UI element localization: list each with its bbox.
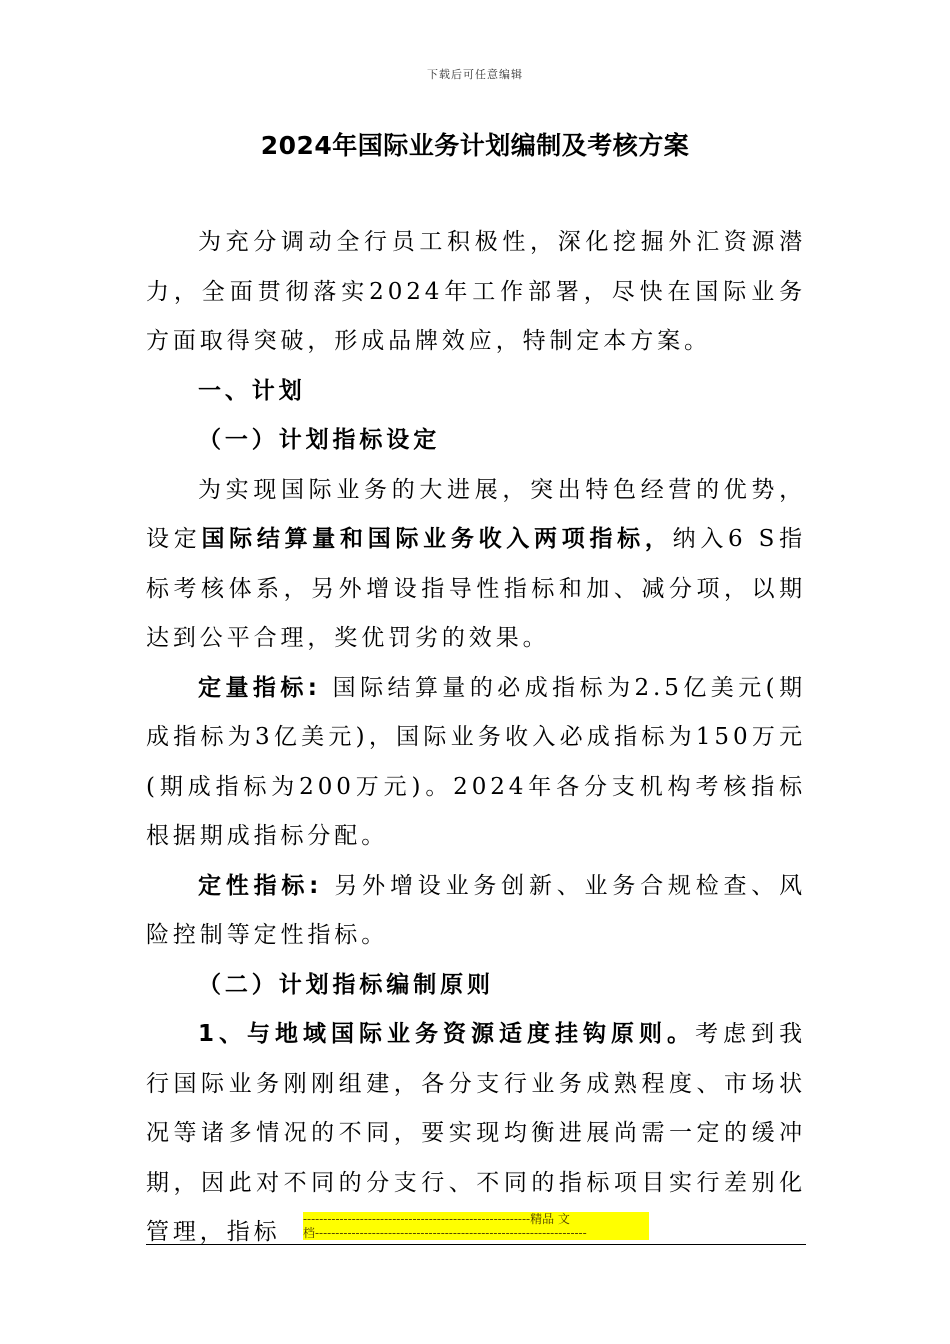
header-note: 下载后可任意编辑 [427,68,523,81]
targets-paragraph [146,466,806,664]
intro-paragraph: 为充分调动全行员工积极性，深化挖掘外汇资源潜力，全面贯彻落实2024年工作部署，尽快在国际业务方面取得突破，形成品牌效应，特制定本方案。 [146,229,806,354]
qualitative-paragraph [146,862,806,961]
document-body [146,218,806,1258]
principle-1-heading: 1、与地域国际业务资源适度挂钩原则。 [198,1021,696,1047]
section-heading-plan: 一、计划 [198,377,306,404]
targets-text-bold: 国际结算量和国际业务收入两项指标， [201,526,673,552]
document-title: 2024年国际业务计划编制及考核方案 [260,131,690,160]
quantitative-paragraph [146,664,806,862]
qualitative-text: 另外增设业务创新、业务合规检查、风险控制等定性指标。 [146,872,806,948]
quantitative-label: 定量指标: [198,674,321,701]
footer-banner-line-2: 档------------------------------------------------------------------- [303,1226,649,1240]
targets-text-b: 纳入6 S指标考核体系，另外增设指导性指标和加、减分项，以期达到公平合理，奖优罚劣的效果。 [146,526,806,651]
quantitative-text: 国际结算量的必成指标为2.5亿美元(期成指标为3亿美元)，国际业务收入必成指标为150万元(期成指标为200万元)。2024年各分支机构考核指标根据期成指标分配。 [146,674,806,849]
subsection-heading-principles: （二）计划指标编制原则 [198,971,494,998]
subsection-heading-targets: （一）计划指标设定 [198,427,441,453]
qualitative-label: 定性指标: [198,872,323,899]
footer-divider [146,1244,806,1245]
footer-banner-line-1: --------------------------------------------------------精品 文 [303,1212,649,1226]
targets-text-a: 为实现国际业务的大进展，突出特色经营的优势，设定 [146,476,806,552]
principle-1-text: 考虑到我行国际业务刚刚组建，各分支行业务成熟程度、市场状况等诸多情况的不同，要实现均衡进展尚需一定的缓冲期，因此对不同的分支行、不同的指标项目实行差别化管理，指标 [146,1021,806,1245]
